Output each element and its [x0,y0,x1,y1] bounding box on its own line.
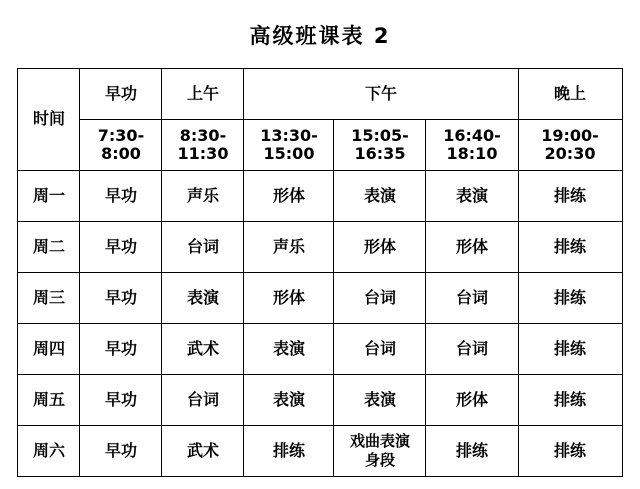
class-cell: 表演 [162,273,244,324]
class-cell: 早功 [80,222,162,273]
class-cell: 表演 [244,324,334,375]
class-cell: 声乐 [244,222,334,273]
class-cell: 早功 [80,375,162,426]
class-cell: 台词 [426,273,518,324]
class-cell: 形体 [426,375,518,426]
header-period-early: 早功 [80,69,162,120]
header-range-4: 15:05-16:35 [334,120,426,171]
class-cell: 表演 [426,171,518,222]
class-cell: 表演 [334,171,426,222]
header-period-morning: 上午 [162,69,244,120]
class-cell: 排练 [518,222,622,273]
table-header-row-ranges [18,120,622,171]
header-range-2: 8:30-11:30 [162,120,244,171]
class-cell: 早功 [80,171,162,222]
class-cell: 排练 [244,426,334,477]
table-row [18,171,622,222]
table-header-row-periods [18,69,622,120]
table-row [18,375,622,426]
class-cell: 武术 [162,324,244,375]
day-label: 周五 [18,375,80,426]
class-cell: 早功 [80,324,162,375]
day-label: 周三 [18,273,80,324]
class-cell: 形体 [426,222,518,273]
header-range-1: 7:30-8:00 [80,120,162,171]
class-cell: 排练 [518,171,622,222]
header-range-3: 13:30-15:00 [244,120,334,171]
class-cell: 排练 [518,375,622,426]
class-cell: 排练 [518,426,622,477]
class-cell: 声乐 [162,171,244,222]
day-label: 周二 [18,222,80,273]
class-cell: 排练 [518,273,622,324]
header-period-evening: 晚上 [518,69,622,120]
day-label: 周四 [18,324,80,375]
class-cell: 戏曲表演 身段 [334,426,426,477]
class-cell: 表演 [334,375,426,426]
class-cell: 台词 [334,273,426,324]
page-title: 高级班课表 2 [249,24,391,48]
day-label: 周一 [18,171,80,222]
class-cell: 早功 [80,273,162,324]
table-row [18,426,622,477]
class-cell: 排练 [518,324,622,375]
day-label: 周六 [18,426,80,477]
table-row [18,222,622,273]
class-cell: 形体 [244,273,334,324]
class-cell: 形体 [244,171,334,222]
class-cell: 台词 [162,222,244,273]
class-cell: 武术 [162,426,244,477]
schedule-table [17,68,622,477]
class-cell: 早功 [80,426,162,477]
class-cell: 台词 [334,324,426,375]
class-cell: 台词 [426,324,518,375]
table-row [18,273,622,324]
header-period-afternoon: 下午 [244,69,518,120]
class-cell: 台词 [162,375,244,426]
header-time-label: 时间 [18,69,80,171]
class-cell: 表演 [244,375,334,426]
header-range-6: 19:00-20:30 [518,120,622,171]
class-cell: 形体 [334,222,426,273]
header-range-5: 16:40-18:10 [426,120,518,171]
table-row [18,324,622,375]
class-cell: 排练 [426,426,518,477]
